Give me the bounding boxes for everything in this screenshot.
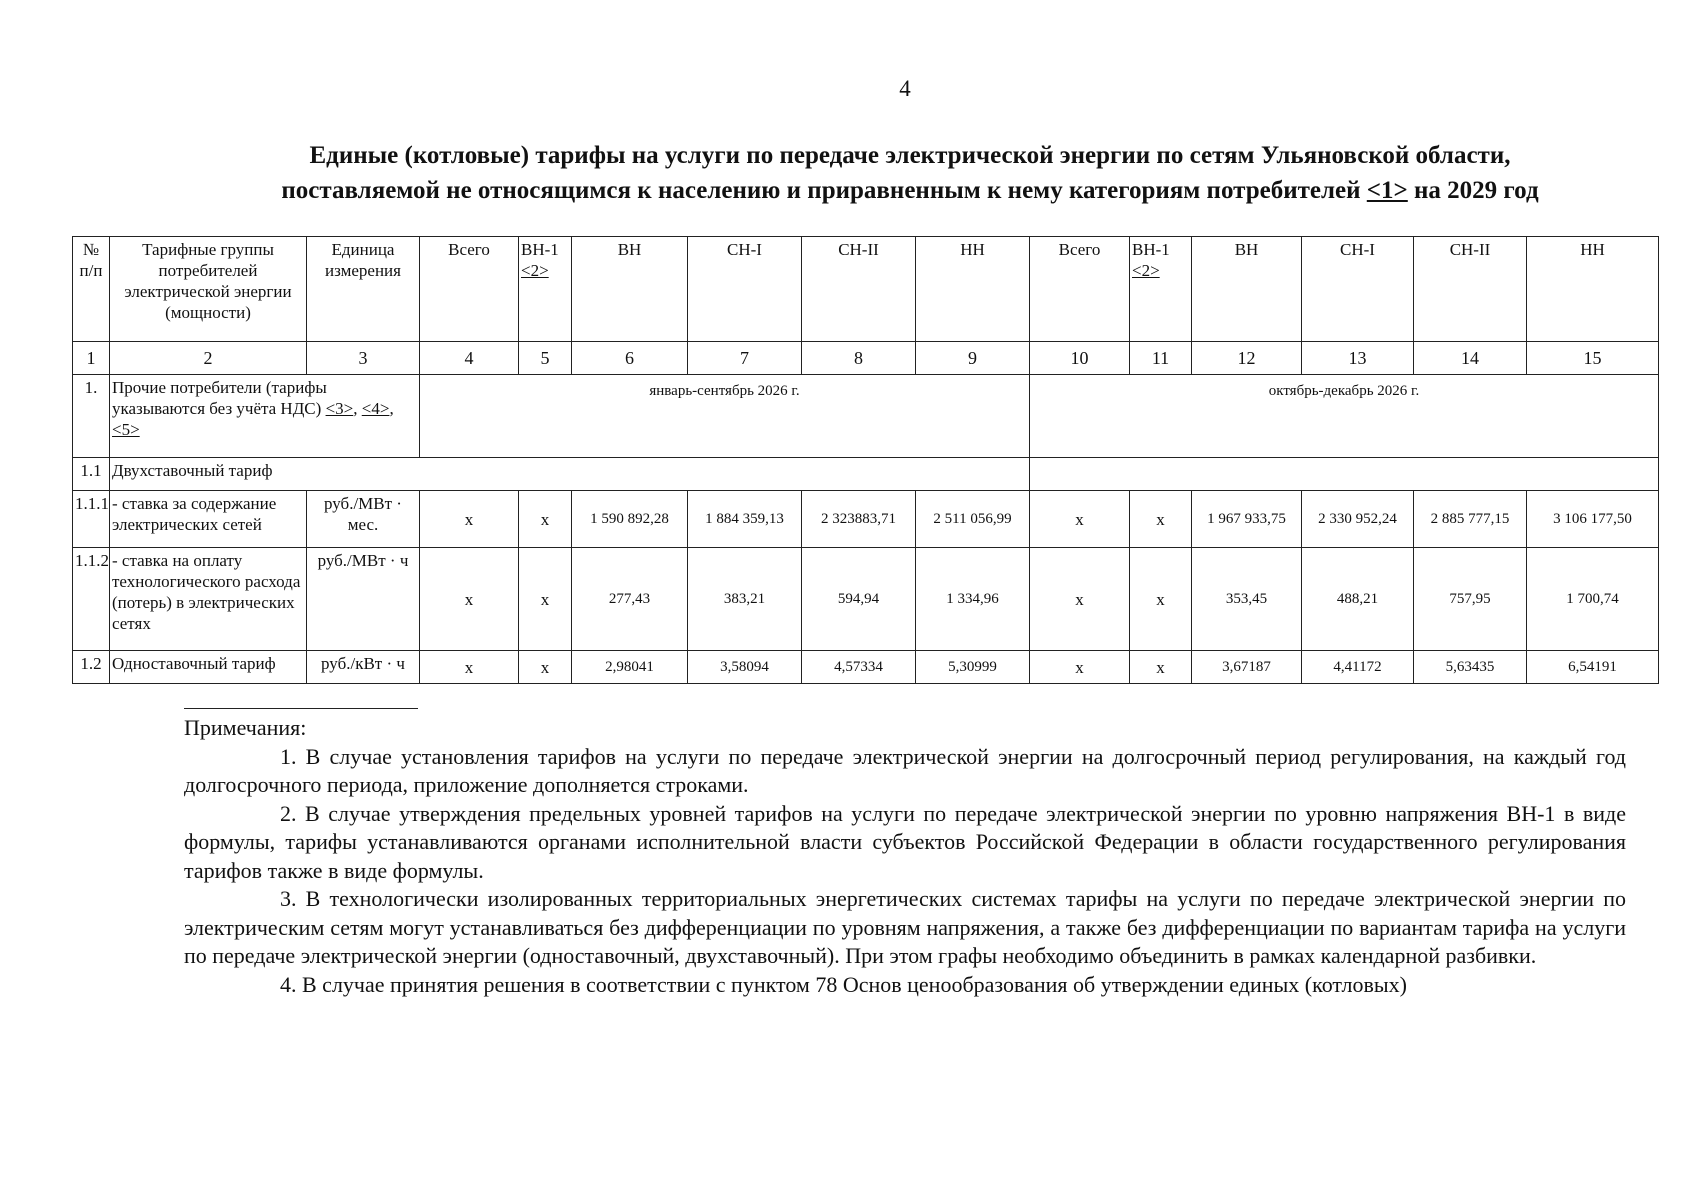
- cell-value: х: [1130, 491, 1192, 548]
- tariff-table: [72, 236, 1659, 684]
- column-number: 5: [519, 342, 572, 375]
- cell-value: 1 884 359,13: [688, 491, 802, 548]
- cell-value: 1 967 933,75: [1192, 491, 1302, 548]
- cell-value: х: [1130, 651, 1192, 684]
- note-item: 3. В технологически изолированных территориальных энергетических системах тарифы на услуги по передаче электрической энергии по электрическим сетям могут устанавливаться без дифференциации по уровням напряжения, а также без дифференциации по вариантам тарифа на услуги по передаче электрической энергии (одноставочный, двухставочный). При этом графы необходимо объединить в рамках календарной разбивки.: [184, 886, 1626, 968]
- cell-value: 4,41172: [1302, 651, 1414, 684]
- ref-separator: ,: [353, 399, 362, 418]
- header-sn2-2: СН-II: [1414, 237, 1527, 342]
- column-number: 13: [1302, 342, 1414, 375]
- cell-value: х: [420, 651, 519, 684]
- column-number: 3: [307, 342, 420, 375]
- notes-heading: Примечания:: [184, 715, 307, 740]
- cell-value: 2 323883,71: [802, 491, 916, 548]
- row-label: Одноставочный тариф: [110, 651, 307, 684]
- cell-value: 383,21: [688, 548, 802, 651]
- title-line-1: Единые (котловые) тарифы на услуги по передаче электрической энергии по сетям Ульяновской области,: [309, 142, 1511, 169]
- header-vn1-1: [519, 237, 572, 342]
- title-line-2-text: поставляемой не относящимся к населению и приравненным к нему категориям потребителей: [281, 177, 1367, 204]
- column-number: 10: [1030, 342, 1130, 375]
- cell-value: 1 700,74: [1527, 548, 1659, 651]
- table-row: [73, 548, 1659, 651]
- cell-value: х: [1030, 651, 1130, 684]
- section-label: [110, 375, 420, 458]
- section-row: [73, 375, 1659, 458]
- cell-value: х: [420, 548, 519, 651]
- period-oct-dec: октябрь-декабрь 2026 г.: [1030, 375, 1659, 458]
- footnote-ref-2[interactable]: <2>: [1132, 261, 1160, 280]
- table-row: [73, 491, 1659, 548]
- header-sn2-1: СН-II: [802, 237, 916, 342]
- header-nn-1: НН: [916, 237, 1030, 342]
- column-number-row: [73, 342, 1659, 375]
- cell-value: 1 334,96: [916, 548, 1030, 651]
- column-number: 4: [420, 342, 519, 375]
- row-unit: руб./МВт · ч: [307, 548, 420, 651]
- title-line-2: [190, 173, 1630, 208]
- document-title: [190, 138, 1630, 208]
- footnote-ref-3[interactable]: <3>: [325, 399, 354, 418]
- notes-divider: [184, 708, 418, 709]
- page-number: 4: [899, 76, 911, 101]
- column-number: 15: [1527, 342, 1659, 375]
- cell-value: х: [1130, 548, 1192, 651]
- cell-value: х: [420, 491, 519, 548]
- title-line-2-year: на 2029 год: [1407, 177, 1539, 204]
- cell-value: х: [519, 491, 572, 548]
- column-number: 14: [1414, 342, 1527, 375]
- two-rate-empty: [1030, 458, 1659, 491]
- period-jan-sep: январь-сентябрь 2026 г.: [420, 375, 1030, 458]
- row-unit: руб./кВт · ч: [307, 651, 420, 684]
- column-number: 8: [802, 342, 916, 375]
- footnote-ref-1[interactable]: <1>: [1366, 177, 1408, 204]
- row-num: 1.1.2: [73, 548, 110, 651]
- column-number: 9: [916, 342, 1030, 375]
- cell-value: 488,21: [1302, 548, 1414, 651]
- row-unit: руб./МВт · мес.: [307, 491, 420, 548]
- two-rate-label: Двухставочный тариф: [110, 458, 1030, 491]
- column-number: 7: [688, 342, 802, 375]
- header-group: Тарифные группы потребителей электрической энергии (мощности): [110, 237, 307, 342]
- cell-value: х: [1030, 548, 1130, 651]
- row-label: - ставка на оплату технологического расхода (потерь) в электрических сетях: [110, 548, 307, 651]
- footnote-ref-4[interactable]: <4>: [361, 399, 390, 418]
- section-label-text: Прочие потребители (тарифы указываются без учёта НДС): [112, 378, 327, 418]
- column-number: 6: [572, 342, 688, 375]
- header-vn1-label: ВН-1: [521, 240, 559, 259]
- two-rate-row: [73, 458, 1659, 491]
- cell-value: 277,43: [572, 548, 688, 651]
- header-vn1-label: ВН-1: [1132, 240, 1170, 259]
- cell-value: 6,54191: [1527, 651, 1659, 684]
- cell-value: 2 885 777,15: [1414, 491, 1527, 548]
- header-num: № п/п: [73, 237, 110, 342]
- row-num: 1.1.1: [73, 491, 110, 548]
- header-nn-2: НН: [1527, 237, 1659, 342]
- cell-value: х: [519, 651, 572, 684]
- footnote-ref-5[interactable]: <5>: [112, 420, 140, 439]
- table-header-row: [73, 237, 1659, 342]
- cell-value: 5,30999: [916, 651, 1030, 684]
- header-unit: Единица измерения: [307, 237, 420, 342]
- cell-value: 4,57334: [802, 651, 916, 684]
- cell-value: 2 511 056,99: [916, 491, 1030, 548]
- column-number: 1: [73, 342, 110, 375]
- cell-value: 3,58094: [688, 651, 802, 684]
- header-sn1-2: СН-I: [1302, 237, 1414, 342]
- cell-value: 2 330 952,24: [1302, 491, 1414, 548]
- notes-section: [184, 714, 1626, 999]
- cell-value: 2,98041: [572, 651, 688, 684]
- cell-value: 594,94: [802, 548, 916, 651]
- cell-value: 5,63435: [1414, 651, 1527, 684]
- column-number: 11: [1130, 342, 1192, 375]
- cell-value: 757,95: [1414, 548, 1527, 651]
- header-total-1: Всего: [420, 237, 519, 342]
- cell-value: 3,67187: [1192, 651, 1302, 684]
- column-number: 12: [1192, 342, 1302, 375]
- footnote-ref-2[interactable]: <2>: [521, 261, 549, 280]
- table-row: [73, 651, 1659, 684]
- ref-separator: ,: [389, 399, 394, 418]
- note-item: 2. В случае утверждения предельных уровней тарифов на услуги по передаче электрической энергии по уровню напряжения ВН-1 в виде формулы, тарифы устанавливаются органами исполнительной власти субъектов Российской Федерации в области государственного регулирования тарифов также в виде формулы.: [184, 800, 1626, 883]
- cell-value: х: [519, 548, 572, 651]
- section-num: 1.: [73, 375, 110, 458]
- note-item: 1. В случае установления тарифов на услуги по передаче электрической энергии на долгосрочный период регулирования, на каждый год долгосрочного периода, приложение дополняется строками.: [184, 743, 1626, 797]
- note-item: 4. В случае принятия решения в соответствии с пунктом 78 Основ ценообразования об утверждении единых (котловых): [280, 971, 1407, 997]
- cell-value: 353,45: [1192, 548, 1302, 651]
- header-total-2: Всего: [1030, 237, 1130, 342]
- header-vn1-2: [1130, 237, 1192, 342]
- two-rate-num: 1.1: [73, 458, 110, 491]
- cell-value: х: [1030, 491, 1130, 548]
- row-num: 1.2: [73, 651, 110, 684]
- header-sn1-1: СН-I: [688, 237, 802, 342]
- header-vn-1: ВН: [572, 237, 688, 342]
- column-number: 2: [110, 342, 307, 375]
- header-vn-2: ВН: [1192, 237, 1302, 342]
- cell-value: 3 106 177,50: [1527, 491, 1659, 548]
- cell-value: 1 590 892,28: [572, 491, 688, 548]
- row-label: - ставка за содержание электрических сетей: [110, 491, 307, 548]
